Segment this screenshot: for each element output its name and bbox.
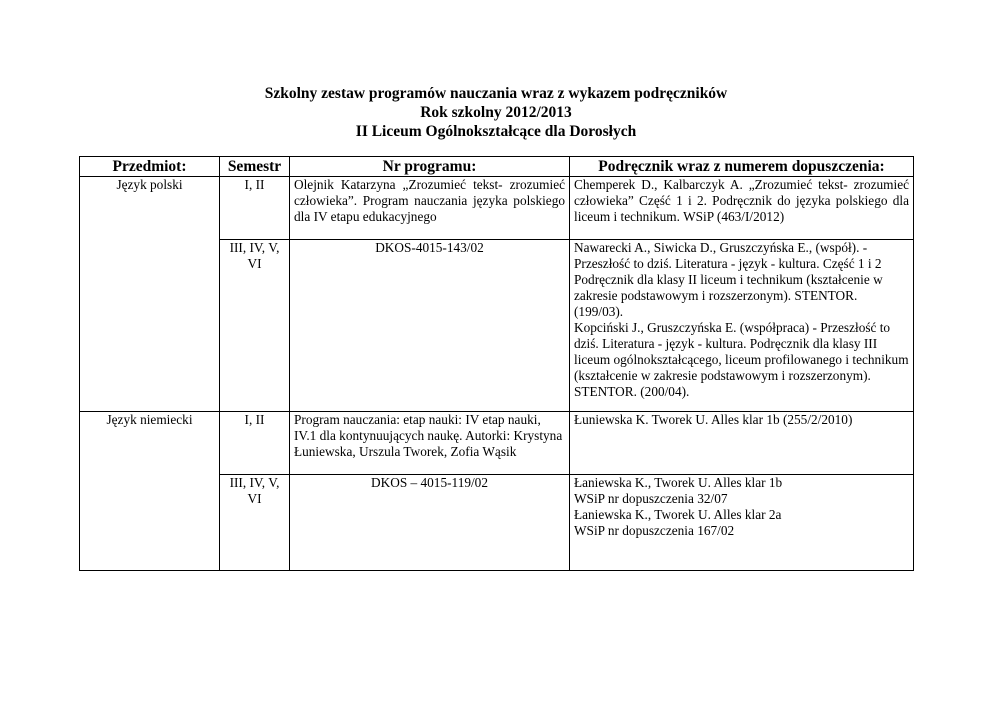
program-cell: DKOS-4015-143/02 <box>290 240 570 412</box>
curriculum-table <box>79 156 914 571</box>
column-header-textbook: Podręcznik wraz z numerem dopuszczenia: <box>570 157 914 177</box>
table-row <box>80 177 914 240</box>
textbook-cell: Chemperek D., Kalbarczyk A. „Zrozumieć tekst- zrozumieć człowieka” Część 1 i 2. Podręcznik do języka polskiego dla liceum i technikum. WSiP (463/I/2012) <box>570 177 914 240</box>
program-cell: Olejnik Katarzyna „Zrozumieć tekst- zrozumieć człowieka”. Program nauczania języka polskiego dla IV etapu edukacyjnego <box>290 177 570 240</box>
program-cell: DKOS – 4015-119/02 <box>290 475 570 571</box>
subject-cell-german <box>80 412 220 571</box>
semester-cell: I, II <box>220 412 290 475</box>
column-header-semester: Semestr <box>220 157 290 177</box>
semester-cell: III, IV, V, VI <box>220 240 290 412</box>
title-line-3: II Liceum Ogólnokształcące dla Dorosłych <box>355 123 637 140</box>
subject-cell-polish <box>80 177 220 412</box>
title-line-2: Rok szkolny 2012/2013 <box>420 104 572 121</box>
semester-cell: I, II <box>220 177 290 240</box>
header-row <box>80 157 914 177</box>
program-cell: Program nauczania: etap nauki: IV etap nauki, IV.1 dla kontynuujących naukę. Autorki: Krystyna Łuniewska, Urszula Tworek, Zofia Wąsik <box>290 412 570 475</box>
subject-name: Język polski <box>116 177 183 192</box>
document-title <box>0 84 992 141</box>
textbook-cell: Łuniewska K. Tworek U. Alles klar 1b (255/2/2010) <box>570 412 914 475</box>
textbook-cell: Nawarecki A., Siwicka D., Gruszczyńska E., (współ). - Przeszłość to dziś. Literatura - język - kultura. Część 1 i 2 Podręcznik dla klasy II liceum i technikum (kształcenie w zakresie podstawowym i rozszerzonym). STENTOR. (199/03). Kopciński J., Gruszczyńska E. (współpraca) - Przeszłość to dziś. Literatura - język - kultura. Podręcznik dla klasy III liceum ogólnokształcącego, liceum profilowanego i technikum (kształcenie w zakresie podstawowym i rozszerzonym). STENTOR. (200/04). <box>570 240 914 412</box>
column-header-subject: Przedmiot: <box>80 157 220 177</box>
semester-cell: III, IV, V, VI <box>220 475 290 571</box>
subject-name: Język niemiecki <box>106 412 193 427</box>
column-header-program: Nr programu: <box>290 157 570 177</box>
textbook-cell: Łaniewska K., Tworek U. Alles klar 1b WSiP nr dopuszczenia 32/07 Łaniewska K., Tworek U. Alles klar 2a WSiP nr dopuszczenia 167/02 <box>570 475 914 571</box>
table-row <box>80 412 914 475</box>
title-line-1: Szkolny zestaw programów nauczania wraz z wykazem podręczników <box>264 85 728 102</box>
